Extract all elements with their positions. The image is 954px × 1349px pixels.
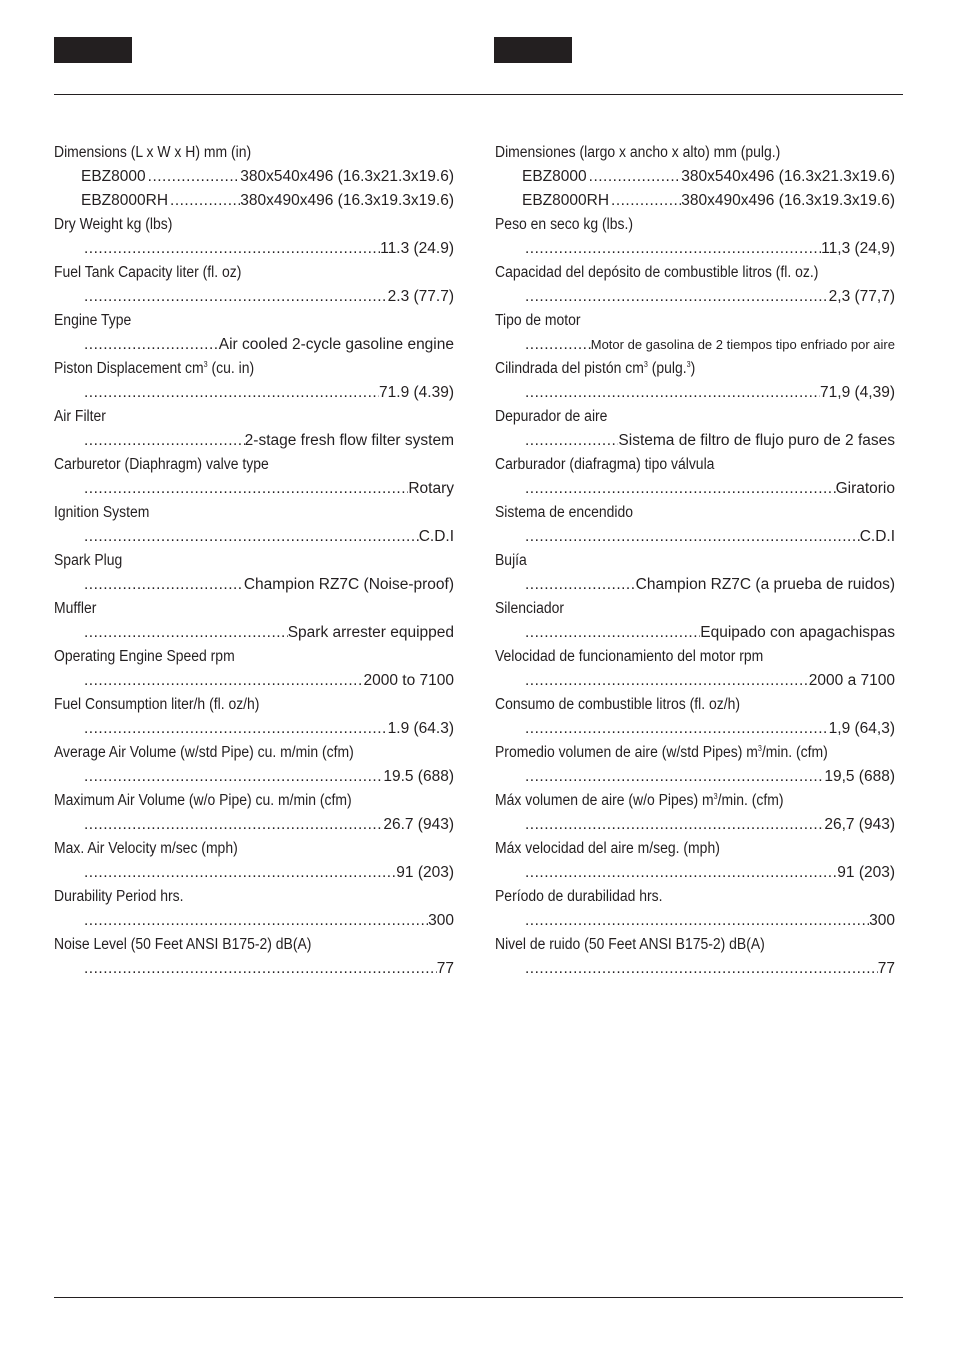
leader-dots xyxy=(525,621,700,645)
model1-dimensions: 380x540x496 (16.3x21.3x19.6) xyxy=(240,168,454,185)
cubic-superscript: 3 xyxy=(686,360,691,369)
promedio-volumen-value: 19,5 (688) xyxy=(824,768,895,785)
piston-displacement-row xyxy=(54,381,454,405)
noise-level-label: Noise Level (50 Feet ANSI B175-2) dB(A) xyxy=(54,936,312,953)
bujia-row xyxy=(495,573,895,597)
noise-level-row xyxy=(54,957,454,981)
leader-dots xyxy=(84,477,408,501)
cilindrada-value: 71,9 (4,39) xyxy=(820,384,895,401)
leader-dots xyxy=(84,957,437,981)
max-volumen-row xyxy=(495,813,895,837)
leader-dots xyxy=(84,333,219,357)
engine-speed-label: Operating Engine Speed rpm xyxy=(54,648,235,665)
leader-dots xyxy=(525,477,836,501)
model2-dimensions: 380x490x496 (16.3x19.3x19.6) xyxy=(681,192,895,209)
muffler-value: Spark arrester equipped xyxy=(287,624,454,641)
leader-dots xyxy=(525,717,829,741)
cubic-superscript: 3 xyxy=(643,360,648,369)
capacidad-value: 2,3 (77,7) xyxy=(828,288,895,305)
depurador-label: Depurador de aire xyxy=(495,408,608,425)
leader-dots xyxy=(84,909,428,933)
ruido-row xyxy=(495,957,895,981)
leader-dots xyxy=(148,165,241,189)
cubic-superscript: 3 xyxy=(757,744,762,753)
dry-weight-label: Dry Weight kg (lbs) xyxy=(54,216,173,233)
max-volumen-value: 26,7 (943) xyxy=(824,816,895,833)
dry-weight-row xyxy=(54,237,454,261)
max-air-volume-row xyxy=(54,813,454,837)
air-filter-row xyxy=(54,429,454,453)
max-volumen-label-unit: /min. (cfm) xyxy=(717,792,784,809)
silenciador-row xyxy=(495,621,895,645)
carburador-value: Giratorio xyxy=(835,480,895,497)
cilindrada-label xyxy=(495,357,855,381)
engine-speed-value: 2000 to 7100 xyxy=(363,672,454,689)
leader-dots xyxy=(84,813,383,837)
consumo-row xyxy=(495,717,895,741)
dimensions-label: Dimensions (L x W x H) mm (in) xyxy=(54,144,252,161)
velocidad-label: Velocidad de funcionamiento del motor rpm xyxy=(495,648,764,665)
leader-dots xyxy=(84,765,383,789)
max-air-volume-label: Maximum Air Volume (w/o Pipe) cu. m/min (cfm) xyxy=(54,792,352,809)
leader-dots xyxy=(525,573,636,597)
spark-plug-label: Spark Plug xyxy=(54,552,123,569)
max-velocidad-label: Máx velocidad del aire m/seg. (mph) xyxy=(495,840,720,857)
model2-name: EBZ8000RH xyxy=(522,192,610,209)
promedio-volumen-row xyxy=(495,765,895,789)
piston-displacement-label xyxy=(54,357,414,381)
leader-dots xyxy=(525,237,821,261)
avg-air-volume-label: Average Air Volume (w/std Pipe) cu. m/min (cfm) xyxy=(54,744,354,761)
fuel-tank-value: 2.3 (77.7) xyxy=(387,288,454,305)
dry-weight-value: 11.3 (24.9) xyxy=(380,240,454,257)
footer-rule xyxy=(54,1297,903,1298)
muffler-row xyxy=(54,621,454,645)
fuel-consumption-value: 1.9 (64.3) xyxy=(387,720,454,737)
dimensions-model2-row xyxy=(54,189,454,213)
promedio-label-unit: /min. (cfm) xyxy=(761,744,828,761)
promedio-label-text: Promedio volumen de aire (w/std Pipes) m xyxy=(495,744,758,761)
model2-dimensions: 380x490x496 (16.3x19.3x19.6) xyxy=(240,192,454,209)
cilindrada-row xyxy=(495,381,895,405)
tipo-motor-label: Tipo de motor xyxy=(495,312,581,329)
durability-row xyxy=(54,909,454,933)
leader-dots xyxy=(525,813,824,837)
engine-type-value: Air cooled 2-cycle gasoline engine xyxy=(218,336,454,353)
spark-plug-row xyxy=(54,573,454,597)
header-rule xyxy=(54,94,903,95)
leader-dots xyxy=(589,165,682,189)
encendido-value: C.D.I xyxy=(859,528,895,545)
model1-name: EBZ8000 xyxy=(81,168,146,185)
peso-value: 11,3 (24,9) xyxy=(821,240,895,257)
avg-air-volume-row xyxy=(54,765,454,789)
leader-dots xyxy=(525,669,809,693)
consumo-label: Consumo de combustible litros (fl. oz/h) xyxy=(495,696,740,713)
muffler-label: Muffler xyxy=(54,600,97,617)
silenciador-value: Equipado con apagachispas xyxy=(700,624,895,641)
model1-name: EBZ8000 xyxy=(522,168,587,185)
leader-dots xyxy=(84,573,244,597)
piston-displacement-value: 71.9 (4.39) xyxy=(379,384,454,401)
noise-level-value: 77 xyxy=(436,960,454,977)
leader-dots xyxy=(525,285,829,309)
ruido-label: Nivel de ruido (50 Feet ANSI B175-2) dB(A) xyxy=(495,936,765,953)
leader-dots xyxy=(84,381,379,405)
ignition-value: C.D.I xyxy=(418,528,454,545)
ruido-value: 77 xyxy=(877,960,895,977)
durabilidad-value: 300 xyxy=(869,912,895,929)
leader-dots xyxy=(611,189,681,213)
piston-label-text: Piston Displacement cm xyxy=(54,360,204,377)
max-volumen-label-text: Máx volumen de aire (w/o Pipes) m xyxy=(495,792,714,809)
spark-plug-value: Champion RZ7C (Noise-proof) xyxy=(243,576,454,593)
tipo-motor-value: Motor de gasolina de 2 tiempos tipo enfriado por aire xyxy=(590,337,895,352)
carburetor-label: Carburetor (Diaphragm) valve type xyxy=(54,456,269,473)
bujia-value: Champion RZ7C (a prueba de ruidos) xyxy=(635,576,895,593)
bujia-label: Bujía xyxy=(495,552,527,569)
capacidad-label: Capacidad del depósito de combustible litros (fl. oz.) xyxy=(495,264,819,281)
ignition-label: Ignition System xyxy=(54,504,150,521)
leader-dots xyxy=(525,909,869,933)
leader-dots xyxy=(525,381,820,405)
fuel-tank-label: Fuel Tank Capacity liter (fl. oz) xyxy=(54,264,242,281)
durability-value: 300 xyxy=(428,912,454,929)
fuel-consumption-row xyxy=(54,717,454,741)
spanish-specifications xyxy=(495,141,895,981)
model1-dimensions: 380x540x496 (16.3x21.3x19.6) xyxy=(681,168,895,185)
ignition-row xyxy=(54,525,454,549)
dimensiones-model1-row xyxy=(495,165,895,189)
consumo-value: 1,9 (64,3) xyxy=(828,720,895,737)
carburetor-row xyxy=(54,477,454,501)
encendido-row xyxy=(495,525,895,549)
encendido-label: Sistema de encendido xyxy=(495,504,634,521)
leader-dots xyxy=(84,717,388,741)
engine-type-row xyxy=(54,333,454,357)
piston-label-unit: (cu. in) xyxy=(207,360,255,377)
cilindrada-label-close: ) xyxy=(690,360,696,377)
depurador-value: Sistema de filtro de flujo puro de 2 fases xyxy=(618,432,895,449)
dimensiones-model2-row xyxy=(495,189,895,213)
tipo-motor-row xyxy=(495,333,895,357)
air-filter-label: Air Filter xyxy=(54,408,106,425)
carburador-row xyxy=(495,477,895,501)
english-specifications xyxy=(54,141,454,981)
depurador-row xyxy=(495,429,895,453)
leader-dots xyxy=(525,765,824,789)
spanish-section-tab xyxy=(494,37,572,63)
model2-name: EBZ8000RH xyxy=(81,192,169,209)
leader-dots xyxy=(84,621,288,645)
durabilidad-label: Período de durabilidad hrs. xyxy=(495,888,663,905)
dimensions-model1-row xyxy=(54,165,454,189)
promedio-volumen-label xyxy=(495,741,855,765)
max-air-volume-value: 26.7 (943) xyxy=(383,816,454,833)
fuel-consumption-label: Fuel Consumption liter/h (fl. oz/h) xyxy=(54,696,260,713)
cilindrada-label-text: Cilindrada del pistón cm xyxy=(495,360,644,377)
air-filter-value: 2-stage fresh flow filter system xyxy=(244,432,454,449)
peso-row xyxy=(495,237,895,261)
cubic-superscript: 3 xyxy=(203,360,208,369)
max-volumen-label xyxy=(495,789,855,813)
cilindrada-label-unit: (pulg. xyxy=(647,360,687,377)
carburetor-value: Rotary xyxy=(408,480,454,497)
engine-type-label: Engine Type xyxy=(54,312,132,329)
cubic-superscript: 3 xyxy=(713,792,718,801)
dimensiones-label: Dimensiones (largo x ancho x alto) mm (pulg.) xyxy=(495,144,781,161)
fuel-tank-row xyxy=(54,285,454,309)
max-velocidad-row xyxy=(495,861,895,885)
durability-label: Durability Period hrs. xyxy=(54,888,184,905)
leader-dots xyxy=(84,237,380,261)
leader-dots xyxy=(525,429,618,453)
velocidad-row xyxy=(495,669,895,693)
carburador-label: Carburador (diafragma) tipo válvula xyxy=(495,456,715,473)
silenciador-label: Silenciador xyxy=(495,600,565,617)
max-air-velocity-label: Max. Air Velocity m/sec (mph) xyxy=(54,840,238,857)
leader-dots xyxy=(84,429,245,453)
leader-dots xyxy=(84,861,396,885)
velocidad-value: 2000 a 7100 xyxy=(808,672,895,689)
leader-dots xyxy=(525,333,591,357)
leader-dots xyxy=(84,285,388,309)
leader-dots xyxy=(525,525,860,549)
durabilidad-row xyxy=(495,909,895,933)
leader-dots xyxy=(525,861,837,885)
leader-dots xyxy=(84,669,363,693)
leader-dots xyxy=(84,525,419,549)
english-section-tab xyxy=(54,37,132,63)
leader-dots xyxy=(525,957,878,981)
avg-air-volume-value: 19.5 (688) xyxy=(383,768,454,785)
max-velocidad-value: 91 (203) xyxy=(837,864,895,881)
capacidad-row xyxy=(495,285,895,309)
max-air-velocity-value: 91 (203) xyxy=(396,864,454,881)
engine-speed-row xyxy=(54,669,454,693)
leader-dots xyxy=(170,189,240,213)
peso-label: Peso en seco kg (lbs.) xyxy=(495,216,634,233)
max-air-velocity-row xyxy=(54,861,454,885)
